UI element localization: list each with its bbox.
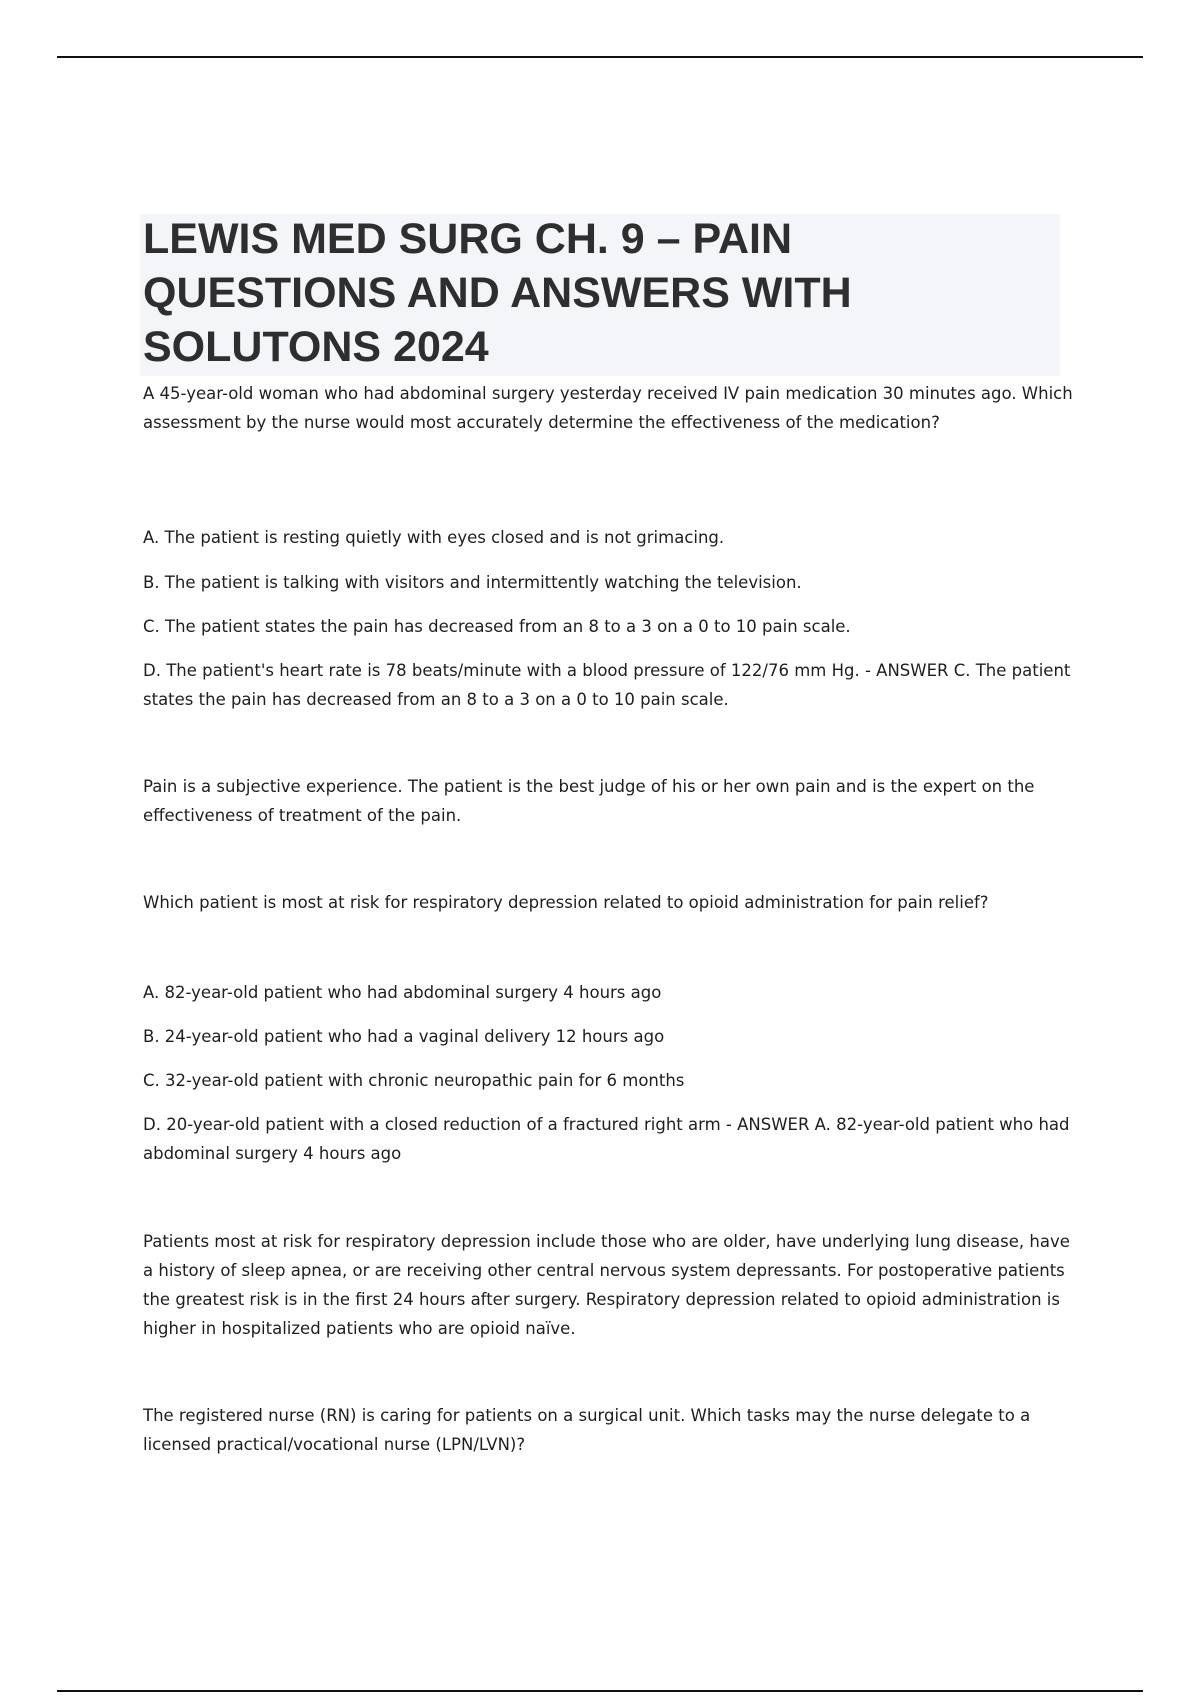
question-1: A 45-year-old woman who had abdominal surgery yesterday received IV pain medication 30 minutes ago. Which assessment by the nurse would most accurately determine the effectiveness of the medication? [143,384,1073,432]
document-title: LEWIS MED SURG CH. 9 – PAIN QUESTIONS AND ANSWERS WITH SOLUTONS 2024 [143,215,852,371]
q1-rationale: Pain is a subjective experience. The patient is the best judge of his or her own pain and is the expert on the effectiveness of treatment of the pain. [143,777,1035,825]
q2-option-b: B. 24-year-old patient who had a vaginal delivery 12 hours ago [143,1027,665,1046]
question-2: Which patient is most at risk for respiratory depression related to opioid administration for pain relief? [143,893,989,912]
top-rule [57,56,1143,58]
q2-rationale: Patients most at risk for respiratory depression include those who are older, have underlying lung disease, have a history of sleep apnea, or are receiving other central nervous system depressants. For postoperative patients the greatest risk is in the first 24 hours after surgery. Respiratory depression related to opioid administration is higher in hospitalized patients who are opioid naïve. [143,1232,1070,1338]
q2-option-c: C. 32-year-old patient with chronic neuropathic pain for 6 months [143,1071,685,1090]
q1-option-d: D. The patient's heart rate is 78 beats/minute with a blood pressure of 122/76 mm Hg. - ANSWER C. The patient states the pain has decreased from an 8 to a 3 on a 0 to 10 pain scale. [143,661,1071,709]
q1-option-b: B. The patient is talking with visitors and intermittently watching the television. [143,573,802,592]
question-3: The registered nurse (RN) is caring for patients on a surgical unit. Which tasks may the nurse delegate to a licensed practical/vocational nurse (LPN/LVN)? [143,1406,1031,1454]
bottom-rule [57,1690,1143,1692]
q2-option-a: A. 82-year-old patient who had abdominal surgery 4 hours ago [143,983,662,1002]
q1-option-a: A. The patient is resting quietly with eyes closed and is not grimacing. [143,528,725,547]
q1-option-c: C. The patient states the pain has decreased from an 8 to a 3 on a 0 to 10 pain scale. [143,617,851,636]
q2-option-d: D. 20-year-old patient with a closed reduction of a fractured right arm - ANSWER A. 82-year-old patient who had abdominal surgery 4 hours ago [143,1115,1070,1163]
